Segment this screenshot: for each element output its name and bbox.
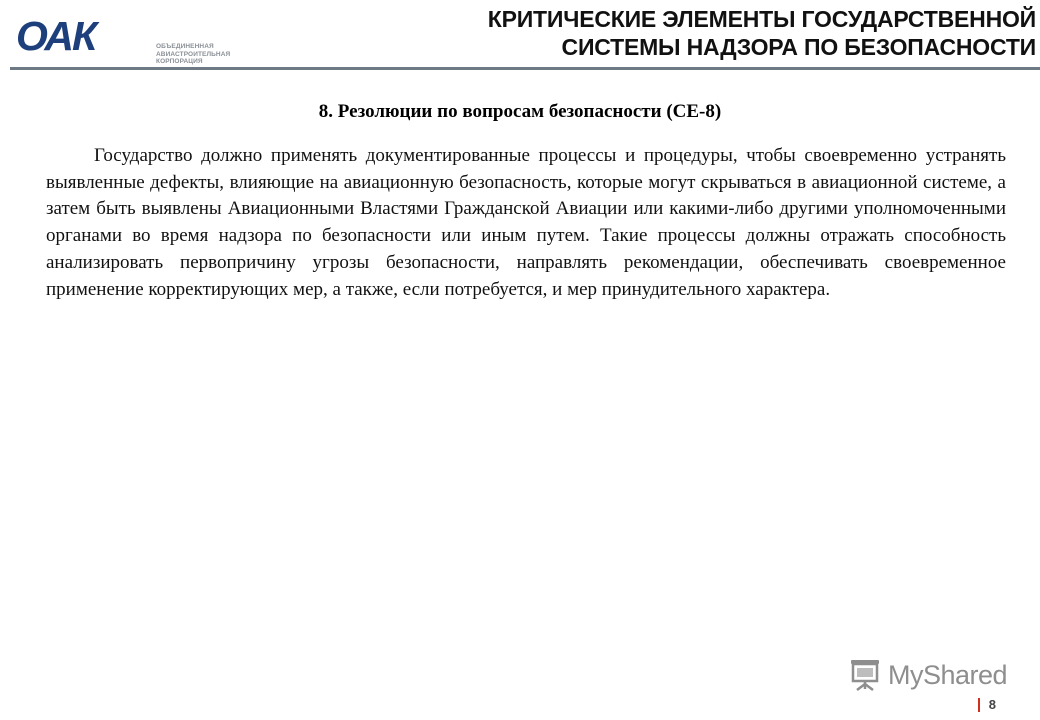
body-paragraph: Государство должно применять документированные процессы и процедуры, чтобы своевременно устранять выявленные дефекты, влияющие на авиационную безопасность, которые могут скрываться в авиационной системе, а затем быть выявлены Авиационными Властями Гражданской Авиации или какими-либо другими уполномоченными органами во время надзора по безопасности или иным путем. Такие процессы должны отражать способность анализировать первопричину угрозы безопасности, направлять рекомендации, обеспечивать своевременное применение корректирующих мер, а также, если потребуется, и мер принудительного характера. [46, 145, 1006, 300]
logo-subtitle-line: КОРПОРАЦИЯ [156, 58, 203, 65]
logo-subtitle-line: ОБЪЕДИНЕННАЯ [156, 43, 214, 50]
page-number [978, 697, 996, 712]
logo-wordmark: ОАК [16, 16, 96, 58]
oak-logo-mark [16, 16, 140, 58]
section-heading: 8. Резолюции по вопросам безопасности (СЕ-8) [318, 101, 722, 122]
logo-subtitle-line: АВИАСТРОИТЕЛЬНАЯ [156, 50, 231, 58]
company-logo [16, 16, 231, 65]
slide-title-line-2: СИСТЕМЫ НАДЗОРА ПО БЕЗОПАСНОСТИ [561, 34, 1036, 60]
slide-title-line-1: КРИТИЧЕСКИЕ ЭЛЕМЕНТЫ ГОСУДАРСТВЕННОЙ [487, 6, 1036, 32]
presentation-board-icon [848, 658, 882, 692]
watermark-text: MyShared [888, 659, 1008, 690]
slide-title [488, 5, 1036, 61]
header-divider [10, 67, 1040, 70]
logo-subtitle [156, 43, 230, 66]
watermark [848, 657, 1007, 693]
page-number-value: 8 [988, 697, 996, 712]
page-number-bar [978, 698, 980, 712]
